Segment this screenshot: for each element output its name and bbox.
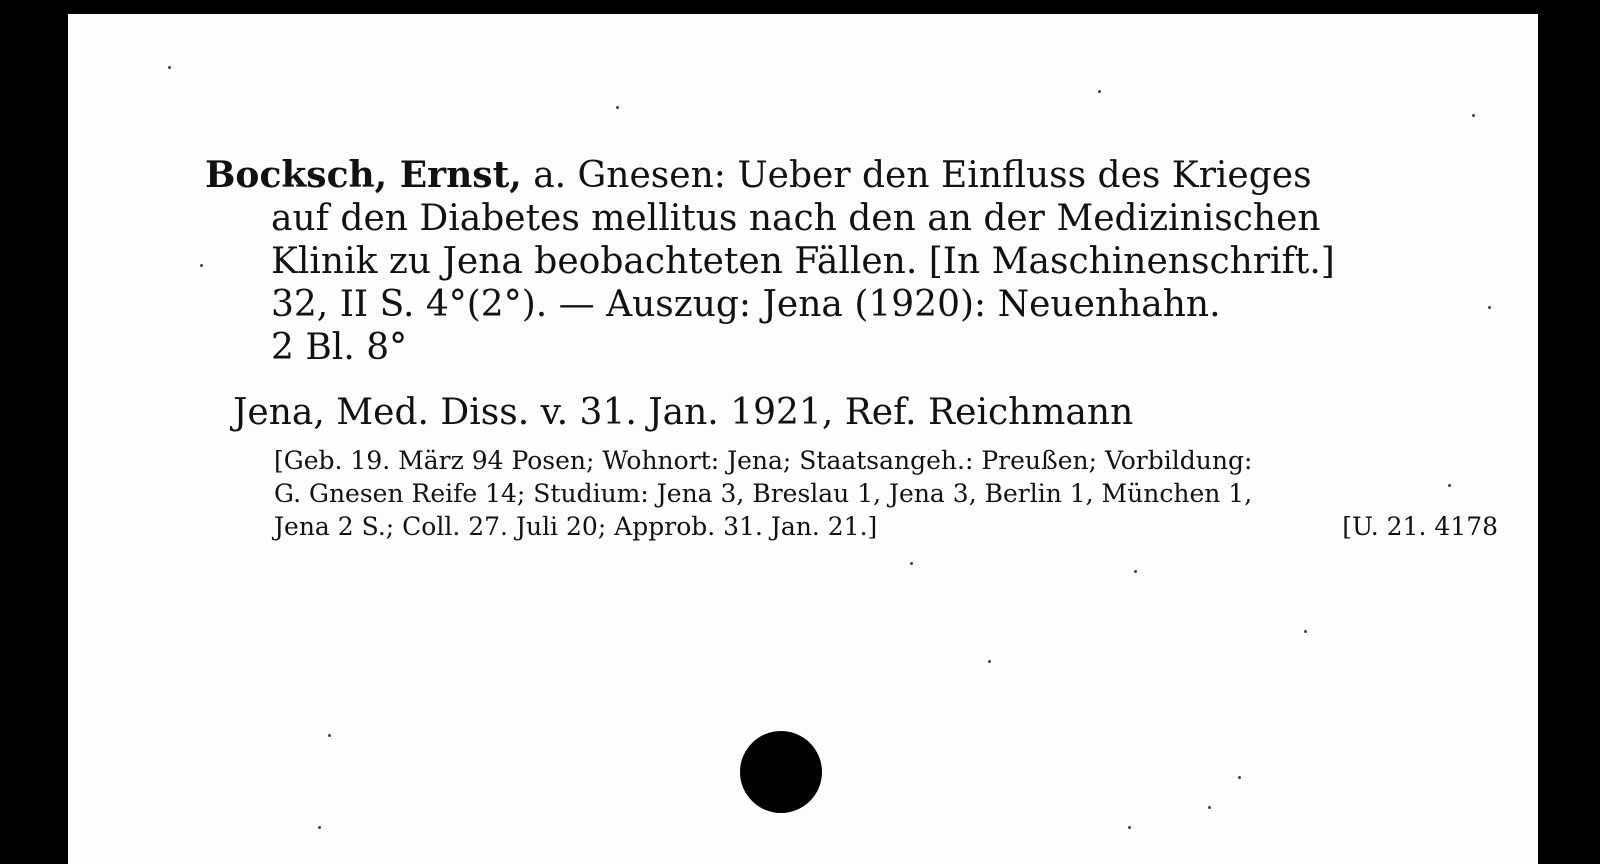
speck [1448, 484, 1451, 487]
title-line-1: a. Gnesen: Ueber den Einfluss des Krieges [533, 155, 1312, 196]
title-line-5: 2 Bl. 8° [271, 327, 408, 368]
bio-text-2: G. Gnesen Reife 14; Studium: Jena 3, Breslau 1, Jena 3, Berlin 1, München 1, [274, 479, 1253, 508]
entry-line-2 [205, 197, 1497, 240]
shelfmark: [U. 21. 4178 [1342, 512, 1498, 541]
dissertation-note: Jena, Med. Diss. v. 31. Jan. 1921, Ref. Reichmann [233, 392, 1134, 433]
speck [200, 264, 203, 267]
speck [318, 826, 321, 829]
speck [328, 734, 331, 737]
speck [1472, 114, 1475, 117]
speck [1208, 806, 1211, 809]
speck [910, 562, 913, 565]
bio-text-3: Jena 2 S.; Coll. 27. Juli 20; Approb. 31. Jan. 21.] [274, 512, 878, 541]
punch-hole [740, 731, 822, 813]
entry-line-1 [205, 154, 1497, 197]
bio-line-1 [274, 444, 1498, 477]
main-entry [205, 154, 1497, 369]
speck [1238, 776, 1241, 779]
top-border [0, 0, 1600, 14]
speck [1304, 630, 1307, 633]
speck [1488, 306, 1491, 309]
title-line-3: Klinik zu Jena beobachteten Fällen. [In Maschinenschrift.] [271, 241, 1335, 282]
entry-line-4 [205, 283, 1497, 326]
catalog-card [68, 14, 1538, 864]
speck [168, 66, 171, 69]
speck [1134, 570, 1137, 573]
speck [616, 106, 619, 109]
speck [988, 660, 991, 663]
bio-line-2 [274, 477, 1498, 510]
bio-text-1: [Geb. 19. März 94 Posen; Wohnort: Jena; Staatsangeh.: Preußen; Vorbildung: [274, 446, 1253, 475]
title-line-2: auf den Diabetes mellitus nach den an der Medizinischen [271, 198, 1321, 239]
title-line-4: 32, II S. 4°(2°). — Auszug: Jena (1920): Neuenhahn. [271, 284, 1221, 325]
speck [1128, 826, 1131, 829]
biographical-note [274, 444, 1498, 543]
entry-line-3 [205, 240, 1497, 283]
entry-line-5 [205, 326, 1497, 369]
speck [1098, 90, 1101, 93]
bio-line-3 [274, 510, 1498, 543]
author-name: Bocksch, Ernst, [205, 154, 522, 196]
